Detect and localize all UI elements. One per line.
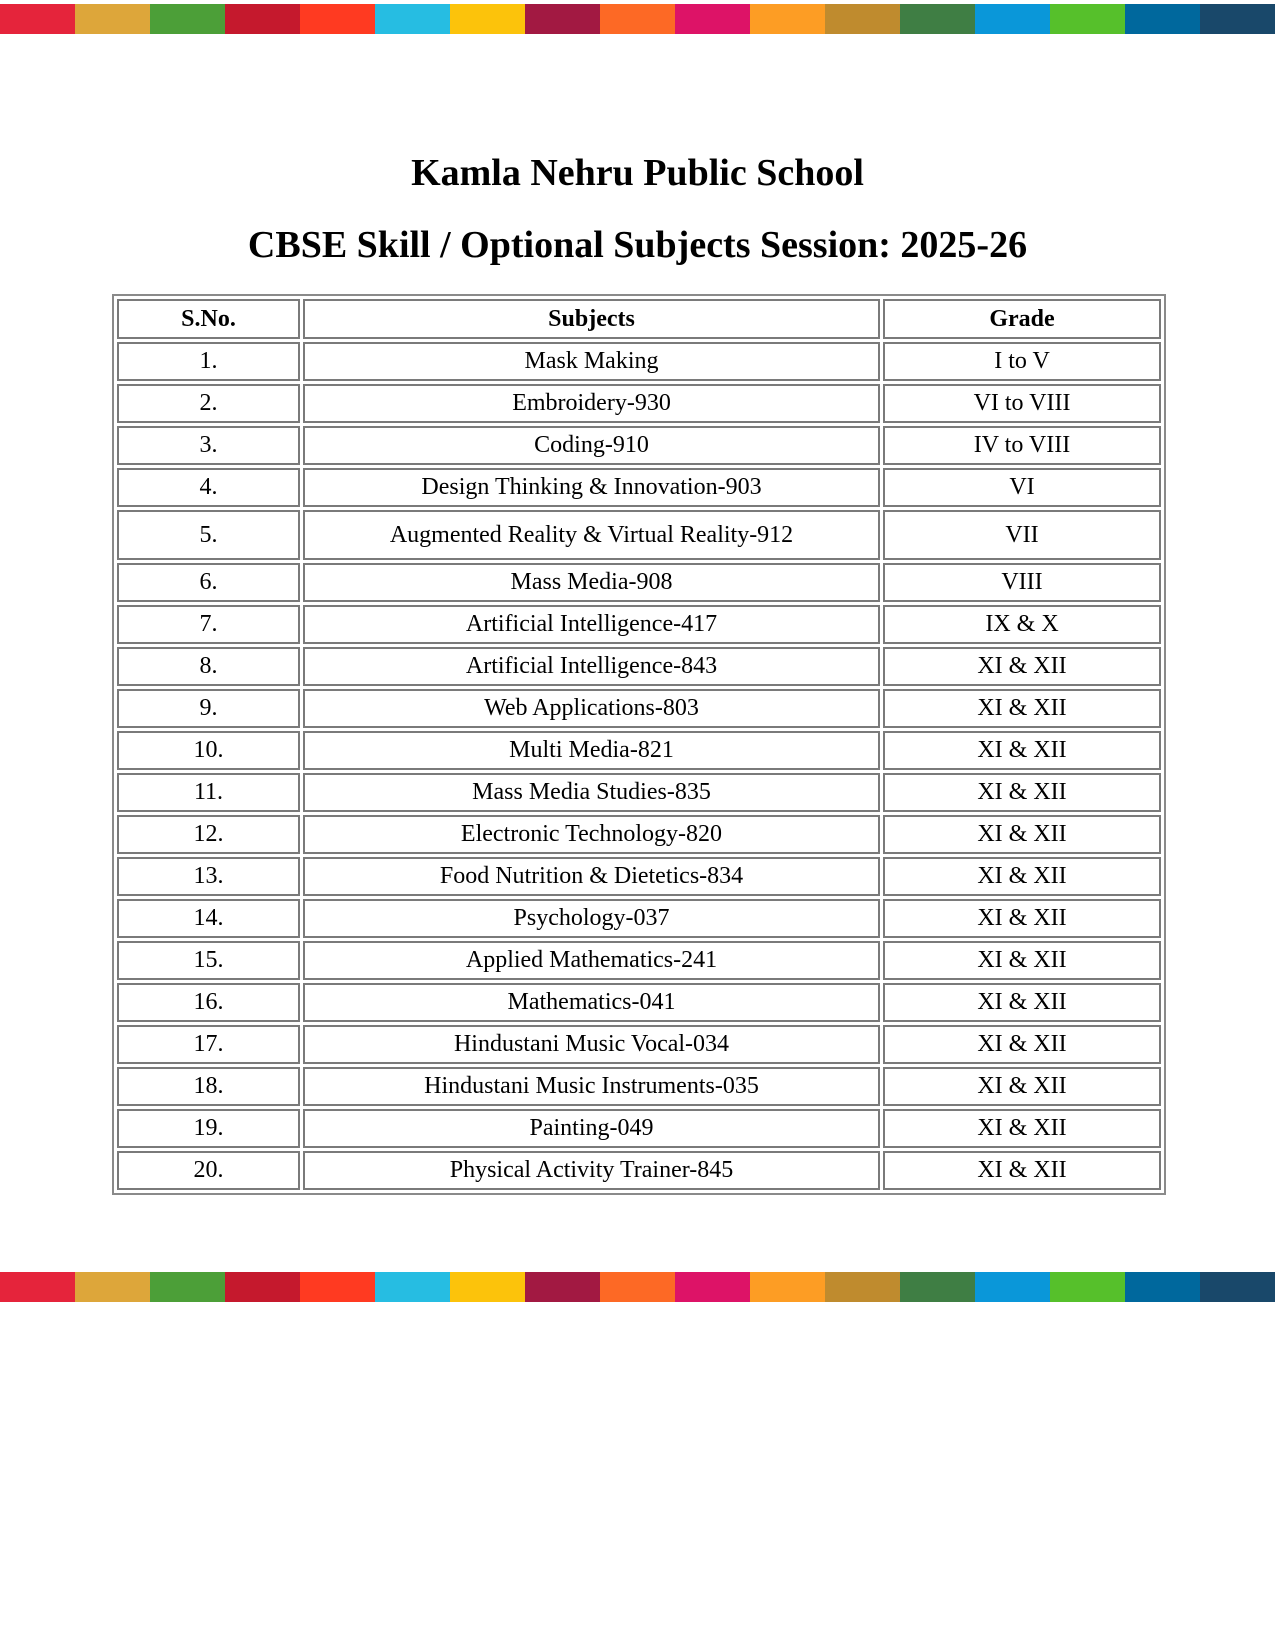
cell-subject: Augmented Reality & Virtual Reality-912 [303,510,880,560]
stripe-segment [375,4,450,34]
cell-subject: Physical Activity Trainer-845 [303,1151,880,1190]
stripe-segment [525,4,600,34]
cell-grade: XI & XII [883,983,1161,1022]
cell-grade: XI & XII [883,647,1161,686]
cell-sno: 1. [117,342,300,381]
cell-sno: 8. [117,647,300,686]
cell-subject: Painting-049 [303,1109,880,1148]
cell-sno: 2. [117,384,300,423]
cell-sno: 14. [117,899,300,938]
cell-grade: XI & XII [883,815,1161,854]
stripe-segment [150,4,225,34]
stripe-segment [525,1272,600,1302]
cell-sno: 16. [117,983,300,1022]
cell-subject: Mask Making [303,342,880,381]
table-row [117,1067,1161,1106]
cell-grade: VI [883,468,1161,507]
cell-grade: XI & XII [883,1151,1161,1190]
cell-subject: Multi Media-821 [303,731,880,770]
column-header-subjects: Subjects [303,299,880,339]
stripe-segment [900,4,975,34]
table-row [117,605,1161,644]
cell-grade: XI & XII [883,773,1161,812]
subjects-table [112,294,1166,1195]
table-row [117,563,1161,602]
cell-sno: 5. [117,510,300,560]
table-row [117,899,1161,938]
cell-grade: IX & X [883,605,1161,644]
cell-sno: 6. [117,563,300,602]
cell-subject: Electronic Technology-820 [303,815,880,854]
cell-grade: XI & XII [883,731,1161,770]
session-title: CBSE Skill / Optional Subjects Session: 2025-26 [247,224,1028,266]
cell-sno: 17. [117,1025,300,1064]
stripe-segment [375,1272,450,1302]
stripe-segment [1200,1272,1275,1302]
cell-subject: Hindustani Music Instruments-035 [303,1067,880,1106]
cell-subject: Food Nutrition & Dietetics-834 [303,857,880,896]
stripe-segment [675,4,750,34]
table-row [117,384,1161,423]
stripe-segment [600,4,675,34]
cell-sno: 10. [117,731,300,770]
subjects-table-container [112,294,1164,1195]
cell-subject: Psychology-037 [303,899,880,938]
cell-subject: Hindustani Music Vocal-034 [303,1025,880,1064]
stripe-segment [225,4,300,34]
table-row [117,815,1161,854]
table-row [117,510,1161,560]
cell-subject: Mass Media Studies-835 [303,773,880,812]
table-body [117,342,1161,1190]
stripe-segment [1125,4,1200,34]
cell-grade: XI & XII [883,899,1161,938]
cell-grade: XI & XII [883,1067,1161,1106]
cell-grade: XI & XII [883,1025,1161,1064]
cell-grade: XI & XII [883,689,1161,728]
stripe-segment [150,1272,225,1302]
stripe-segment [450,4,525,34]
cell-sno: 9. [117,689,300,728]
table-row [117,342,1161,381]
cell-grade: VI to VIII [883,384,1161,423]
cell-sno: 4. [117,468,300,507]
stripe-segment [675,1272,750,1302]
table-row [117,857,1161,896]
stripe-segment [1050,4,1125,34]
stripe-segment [1125,1272,1200,1302]
stripe-segment [0,4,75,34]
stripe-segment [825,1272,900,1302]
cell-sno: 3. [117,426,300,465]
stripe-segment [0,1272,75,1302]
table-row [117,1109,1161,1148]
stripe-segment [450,1272,525,1302]
stripe-segment [75,1272,150,1302]
cell-sno: 20. [117,1151,300,1190]
table-row [117,773,1161,812]
cell-subject: Artificial Intelligence-417 [303,605,880,644]
table-row [117,689,1161,728]
cell-grade: I to V [883,342,1161,381]
stripe-segment [75,4,150,34]
cell-grade: XI & XII [883,857,1161,896]
column-header-sno: S.No. [117,299,300,339]
table-row [117,1151,1161,1190]
cell-subject: Artificial Intelligence-843 [303,647,880,686]
cell-subject: Mass Media-908 [303,563,880,602]
bottom-color-stripe [0,1272,1275,1302]
cell-subject: Design Thinking & Innovation-903 [303,468,880,507]
cell-subject: Web Applications-803 [303,689,880,728]
cell-subject: Embroidery-930 [303,384,880,423]
cell-sno: 7. [117,605,300,644]
stripe-segment [825,4,900,34]
stripe-segment [975,4,1050,34]
cell-grade: VIII [883,563,1161,602]
stripe-segment [750,1272,825,1302]
stripe-segment [1050,1272,1125,1302]
table-row [117,468,1161,507]
cell-sno: 19. [117,1109,300,1148]
table-row [117,983,1161,1022]
cell-subject: Applied Mathematics-241 [303,941,880,980]
cell-sno: 11. [117,773,300,812]
stripe-segment [225,1272,300,1302]
cell-sno: 12. [117,815,300,854]
cell-sno: 15. [117,941,300,980]
cell-subject: Coding-910 [303,426,880,465]
stripe-segment [900,1272,975,1302]
cell-sno: 18. [117,1067,300,1106]
table-row [117,941,1161,980]
cell-grade: XI & XII [883,941,1161,980]
stripe-segment [300,4,375,34]
table-row [117,647,1161,686]
table-row [117,1025,1161,1064]
table-row [117,426,1161,465]
stripe-segment [750,4,825,34]
top-color-stripe [0,4,1275,34]
table-row [117,731,1161,770]
stripe-segment [1200,4,1275,34]
cell-grade: XI & XII [883,1109,1161,1148]
cell-grade: VII [883,510,1161,560]
column-header-grade: Grade [883,299,1161,339]
stripe-segment [300,1272,375,1302]
cell-subject: Mathematics-041 [303,983,880,1022]
stripe-segment [600,1272,675,1302]
cell-sno: 13. [117,857,300,896]
school-name: Kamla Nehru Public School [411,152,864,194]
stripe-segment [975,1272,1050,1302]
table-header-row [117,299,1161,339]
cell-grade: IV to VIII [883,426,1161,465]
